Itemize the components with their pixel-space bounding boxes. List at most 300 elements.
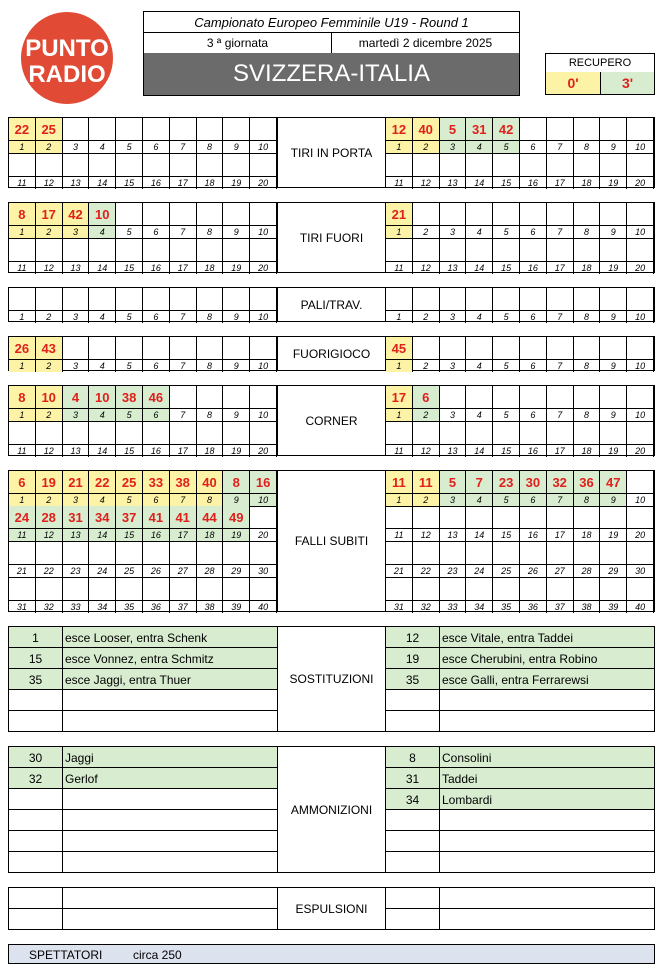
away-value-cell bbox=[413, 541, 440, 564]
away-index-cell: 29 bbox=[600, 564, 627, 577]
home-value-cell bbox=[143, 238, 170, 261]
away-index-cell: 10 bbox=[627, 493, 654, 506]
home-index-cell: 33 bbox=[63, 600, 90, 613]
away-value-cell bbox=[413, 506, 440, 528]
away-value-cell bbox=[574, 577, 601, 600]
home-value-cell bbox=[36, 577, 63, 600]
home-value-cell bbox=[9, 153, 36, 176]
away-index-cell: 4 bbox=[466, 140, 493, 153]
away-value-cell bbox=[440, 541, 467, 564]
away-index-cell: 12 bbox=[413, 528, 440, 541]
home-index-cell: 5 bbox=[116, 225, 143, 238]
home-value-cell: 28 bbox=[36, 506, 63, 528]
away-index-cell: 5 bbox=[493, 408, 520, 421]
away-value-cell bbox=[547, 288, 574, 310]
away-value-cell bbox=[600, 386, 627, 408]
home-value-cell: 41 bbox=[170, 506, 197, 528]
home-value-cell: 22 bbox=[89, 471, 116, 493]
away-index-cell: 8 bbox=[574, 310, 601, 323]
event-minute: 32 bbox=[9, 768, 63, 789]
home-index-cell: 14 bbox=[89, 444, 116, 457]
event-text bbox=[442, 711, 652, 732]
away-value-cell bbox=[627, 288, 654, 310]
away-value-cell bbox=[600, 238, 627, 261]
home-index-cell: 32 bbox=[36, 600, 63, 613]
home-index-cell: 5 bbox=[116, 359, 143, 372]
away-value-cell bbox=[600, 577, 627, 600]
home-value-cell: 21 bbox=[63, 471, 90, 493]
away-event-row bbox=[386, 711, 654, 732]
away-value-cell bbox=[520, 421, 547, 444]
home-value-cell bbox=[63, 238, 90, 261]
home-index-cell: 17 bbox=[170, 261, 197, 274]
home-value-cell bbox=[63, 118, 90, 140]
away-value-cell bbox=[520, 577, 547, 600]
match-title: SVIZZERA-ITALIA bbox=[143, 53, 520, 96]
home-value-cell: 22 bbox=[9, 118, 36, 140]
home-value-cell: 49 bbox=[223, 506, 250, 528]
home-value-cell: 38 bbox=[170, 471, 197, 493]
event-minute: 12 bbox=[386, 627, 440, 648]
home-value-cell bbox=[170, 153, 197, 176]
home-value-cell bbox=[36, 238, 63, 261]
home-value-cell bbox=[63, 541, 90, 564]
home-index-cell: 1 bbox=[9, 493, 36, 506]
away-index-cell: 15 bbox=[493, 528, 520, 541]
away-value-cell bbox=[440, 238, 467, 261]
away-index-cell: 19 bbox=[600, 528, 627, 541]
away-value-cell bbox=[600, 153, 627, 176]
away-value-cell: 5 bbox=[440, 118, 467, 140]
home-index-cell: 3 bbox=[63, 310, 90, 323]
away-value-cell bbox=[520, 386, 547, 408]
home-index-cell: 10 bbox=[250, 408, 277, 421]
away-event-row bbox=[386, 852, 654, 873]
home-value-cell: 10 bbox=[36, 386, 63, 408]
home-value-cell: 24 bbox=[9, 506, 36, 528]
away-value-cell: 7 bbox=[466, 471, 493, 493]
away-value-cell bbox=[493, 386, 520, 408]
away-event-row bbox=[386, 831, 654, 852]
home-value-cell bbox=[116, 577, 143, 600]
away-index-cell: 9 bbox=[600, 359, 627, 372]
home-value-cell bbox=[250, 506, 277, 528]
home-index-cell: 10 bbox=[250, 359, 277, 372]
home-value-cell: 40 bbox=[197, 471, 224, 493]
away-value-cell bbox=[520, 118, 547, 140]
divider bbox=[9, 176, 277, 177]
away-index-cell: 20 bbox=[627, 444, 654, 457]
home-value-cell bbox=[250, 386, 277, 408]
away-value-cell bbox=[413, 288, 440, 310]
away-value-cell bbox=[466, 386, 493, 408]
home-index-cell: 11 bbox=[9, 444, 36, 457]
home-index-cell: 9 bbox=[223, 359, 250, 372]
away-value-cell bbox=[520, 203, 547, 225]
away-index-cell: 32 bbox=[413, 600, 440, 613]
away-index-cell: 9 bbox=[600, 310, 627, 323]
away-value-cell bbox=[600, 203, 627, 225]
away-value-cell bbox=[466, 203, 493, 225]
event-text: Lombardi bbox=[442, 792, 493, 807]
event-minute bbox=[9, 711, 63, 732]
away-index-cell: 31 bbox=[386, 600, 413, 613]
home-index-cell: 7 bbox=[170, 225, 197, 238]
home-value-cell: 41 bbox=[143, 506, 170, 528]
event-minute bbox=[386, 810, 440, 831]
away-value-cell bbox=[547, 577, 574, 600]
event-minute: 31 bbox=[386, 768, 440, 789]
spettatori-label: SPETTATORI bbox=[29, 948, 103, 962]
recupero-first-half: 0' bbox=[545, 72, 601, 95]
home-index-cell: 15 bbox=[116, 528, 143, 541]
away-value-cell bbox=[440, 577, 467, 600]
away-value-cell: 21 bbox=[386, 203, 413, 225]
away-value-cell bbox=[466, 337, 493, 359]
away-index-cell: 35 bbox=[493, 600, 520, 613]
home-event-row bbox=[9, 789, 277, 810]
event-text bbox=[442, 810, 652, 831]
away-value-cell bbox=[493, 153, 520, 176]
match-date: martedì 2 dicembre 2025 bbox=[331, 32, 520, 54]
home-index-cell: 14 bbox=[89, 528, 116, 541]
home-value-cell bbox=[89, 118, 116, 140]
away-index-cell: 38 bbox=[574, 600, 601, 613]
home-value-cell bbox=[250, 238, 277, 261]
away-index-cell: 1 bbox=[386, 225, 413, 238]
home-value-cell bbox=[197, 288, 224, 310]
home-value-cell bbox=[197, 337, 224, 359]
home-index-cell: 35 bbox=[116, 600, 143, 613]
home-index-cell: 2 bbox=[36, 359, 63, 372]
away-index-cell: 6 bbox=[520, 310, 547, 323]
event-minute bbox=[386, 711, 440, 732]
home-index-cell: 15 bbox=[116, 261, 143, 274]
home-index-cell: 31 bbox=[9, 600, 36, 613]
divider bbox=[9, 408, 277, 409]
home-value-cell bbox=[223, 541, 250, 564]
home-value-cell: 8 bbox=[9, 386, 36, 408]
away-index-cell: 15 bbox=[493, 261, 520, 274]
home-value-cell bbox=[89, 337, 116, 359]
home-value-cell bbox=[170, 421, 197, 444]
home-value-cell bbox=[116, 203, 143, 225]
home-value-cell bbox=[197, 203, 224, 225]
home-index-cell: 10 bbox=[250, 493, 277, 506]
away-index-cell: 18 bbox=[574, 528, 601, 541]
away-index-cell: 14 bbox=[466, 444, 493, 457]
home-index-cell: 16 bbox=[143, 261, 170, 274]
home-index-cell: 4 bbox=[89, 359, 116, 372]
away-index-cell: 10 bbox=[627, 359, 654, 372]
away-index-cell: 6 bbox=[520, 493, 547, 506]
away-index-cell: 33 bbox=[440, 600, 467, 613]
away-value-cell bbox=[493, 337, 520, 359]
spettatori-value: circa 250 bbox=[133, 948, 182, 962]
away-index-cell: 17 bbox=[547, 261, 574, 274]
home-value-cell bbox=[223, 153, 250, 176]
home-index-cell: 2 bbox=[36, 140, 63, 153]
home-index-cell: 12 bbox=[36, 444, 63, 457]
home-index-cell: 7 bbox=[170, 310, 197, 323]
home-index-cell: 30 bbox=[250, 564, 277, 577]
home-event-row bbox=[9, 747, 277, 768]
home-value-cell bbox=[63, 577, 90, 600]
home-value-cell bbox=[223, 386, 250, 408]
away-index-cell: 3 bbox=[440, 310, 467, 323]
home-event-row bbox=[9, 711, 277, 732]
home-value-cell: 34 bbox=[89, 506, 116, 528]
event-text bbox=[65, 789, 275, 810]
home-index-cell: 9 bbox=[223, 493, 250, 506]
home-value-cell: 8 bbox=[9, 203, 36, 225]
away-index-cell: 5 bbox=[493, 225, 520, 238]
home-value-cell bbox=[116, 541, 143, 564]
away-index-cell: 20 bbox=[627, 528, 654, 541]
divider bbox=[9, 140, 277, 141]
home-index-cell: 13 bbox=[63, 528, 90, 541]
away-value-cell bbox=[627, 203, 654, 225]
home-value-cell bbox=[170, 118, 197, 140]
home-value-cell: 33 bbox=[143, 471, 170, 493]
home-value-cell bbox=[9, 238, 36, 261]
home-index-cell: 19 bbox=[223, 176, 250, 189]
home-index-cell: 12 bbox=[36, 261, 63, 274]
away-value-cell bbox=[386, 238, 413, 261]
home-index-cell: 25 bbox=[116, 564, 143, 577]
home-index-cell: 21 bbox=[9, 564, 36, 577]
home-value-cell bbox=[250, 337, 277, 359]
divider bbox=[386, 140, 654, 141]
home-index-cell: 4 bbox=[89, 493, 116, 506]
home-index-cell: 18 bbox=[197, 528, 224, 541]
away-value-cell bbox=[574, 337, 601, 359]
away-value-cell bbox=[386, 288, 413, 310]
matchday: 3 ª giornata bbox=[143, 32, 332, 54]
away-value-cell: 12 bbox=[386, 118, 413, 140]
home-index-cell: 24 bbox=[89, 564, 116, 577]
home-index-cell: 10 bbox=[250, 140, 277, 153]
away-value-cell bbox=[440, 386, 467, 408]
event-minute: 30 bbox=[9, 747, 63, 768]
away-value-cell bbox=[600, 337, 627, 359]
away-index-cell: 5 bbox=[493, 359, 520, 372]
away-event-row bbox=[386, 888, 654, 909]
home-index-cell: 10 bbox=[250, 225, 277, 238]
away-index-cell: 5 bbox=[493, 493, 520, 506]
home-index-cell: 12 bbox=[36, 528, 63, 541]
away-value-cell bbox=[386, 506, 413, 528]
away-value-cell bbox=[627, 238, 654, 261]
away-value-cell bbox=[627, 153, 654, 176]
event-text: esce Galli, entra Ferrarewsi bbox=[442, 672, 589, 687]
away-value-cell bbox=[493, 506, 520, 528]
home-index-cell: 16 bbox=[143, 176, 170, 189]
away-value-cell bbox=[547, 118, 574, 140]
home-value-cell bbox=[143, 421, 170, 444]
away-index-cell: 3 bbox=[440, 225, 467, 238]
away-value-cell bbox=[466, 506, 493, 528]
home-value-cell bbox=[250, 421, 277, 444]
away-value-cell bbox=[413, 203, 440, 225]
sostituzioni-section bbox=[8, 626, 655, 732]
away-index-cell: 1 bbox=[386, 310, 413, 323]
event-text bbox=[442, 852, 652, 873]
event-minute: 19 bbox=[386, 648, 440, 669]
away-index-cell: 17 bbox=[547, 528, 574, 541]
home-event-row bbox=[9, 888, 277, 909]
home-index-cell: 3 bbox=[63, 225, 90, 238]
home-index-cell: 2 bbox=[36, 493, 63, 506]
event-minute bbox=[386, 909, 440, 930]
home-value-cell bbox=[143, 118, 170, 140]
home-value-cell bbox=[89, 577, 116, 600]
home-index-cell: 11 bbox=[9, 528, 36, 541]
away-value-cell bbox=[466, 238, 493, 261]
stat-label: TIRI IN PORTA bbox=[277, 118, 386, 187]
home-index-cell: 37 bbox=[170, 600, 197, 613]
divider bbox=[386, 600, 654, 601]
away-index-cell: 7 bbox=[547, 359, 574, 372]
away-value-cell bbox=[574, 118, 601, 140]
away-value-cell bbox=[574, 238, 601, 261]
home-value-cell bbox=[116, 288, 143, 310]
away-value-cell bbox=[440, 506, 467, 528]
home-event-row bbox=[9, 768, 277, 789]
espulsioni-section bbox=[8, 887, 655, 930]
home-index-cell: 3 bbox=[63, 408, 90, 421]
away-event-row bbox=[386, 789, 654, 810]
away-value-cell bbox=[627, 421, 654, 444]
away-event-row bbox=[386, 690, 654, 711]
event-minute bbox=[9, 789, 63, 810]
home-value-cell bbox=[197, 577, 224, 600]
away-value-cell bbox=[520, 541, 547, 564]
away-value-cell: 6 bbox=[413, 386, 440, 408]
away-index-cell: 6 bbox=[520, 408, 547, 421]
home-value-cell bbox=[143, 541, 170, 564]
event-text bbox=[65, 831, 275, 852]
home-value-cell bbox=[9, 577, 36, 600]
ammonizioni-label: AMMONIZIONI bbox=[277, 747, 386, 872]
home-index-cell: 23 bbox=[63, 564, 90, 577]
home-index-cell: 4 bbox=[89, 310, 116, 323]
home-index-cell: 10 bbox=[250, 310, 277, 323]
away-event-row bbox=[386, 747, 654, 768]
away-index-cell: 9 bbox=[600, 140, 627, 153]
home-value-cell bbox=[36, 288, 63, 310]
home-value-cell: 17 bbox=[36, 203, 63, 225]
sostituzioni-label: SOSTITUZIONI bbox=[277, 627, 386, 731]
event-minute bbox=[9, 831, 63, 852]
home-index-cell: 1 bbox=[9, 310, 36, 323]
home-index-cell: 17 bbox=[170, 176, 197, 189]
home-value-cell bbox=[250, 577, 277, 600]
away-index-cell: 20 bbox=[627, 261, 654, 274]
away-index-cell: 4 bbox=[466, 225, 493, 238]
event-minute bbox=[9, 909, 63, 930]
away-value-cell bbox=[547, 506, 574, 528]
home-value-cell bbox=[63, 288, 90, 310]
event-text bbox=[65, 852, 275, 873]
home-index-cell: 6 bbox=[143, 140, 170, 153]
away-index-cell: 19 bbox=[600, 444, 627, 457]
home-value-cell bbox=[223, 288, 250, 310]
home-value-cell: 10 bbox=[89, 203, 116, 225]
home-value-cell bbox=[89, 288, 116, 310]
away-value-cell: 36 bbox=[574, 471, 601, 493]
home-value-cell: 8 bbox=[223, 471, 250, 493]
home-index-cell: 17 bbox=[170, 444, 197, 457]
away-index-cell: 19 bbox=[600, 261, 627, 274]
away-index-cell: 7 bbox=[547, 408, 574, 421]
home-value-cell bbox=[250, 541, 277, 564]
divider bbox=[9, 600, 277, 601]
home-index-cell: 27 bbox=[170, 564, 197, 577]
stat-block-2 bbox=[8, 287, 655, 322]
away-value-cell bbox=[520, 506, 547, 528]
home-index-cell: 8 bbox=[197, 140, 224, 153]
away-index-cell: 8 bbox=[574, 140, 601, 153]
event-text: Consolini bbox=[442, 750, 492, 765]
away-index-cell: 13 bbox=[440, 528, 467, 541]
away-index-cell: 10 bbox=[627, 225, 654, 238]
event-minute bbox=[9, 810, 63, 831]
away-value-cell bbox=[413, 577, 440, 600]
home-value-cell bbox=[223, 238, 250, 261]
home-index-cell: 19 bbox=[223, 444, 250, 457]
home-index-cell: 8 bbox=[197, 359, 224, 372]
away-index-cell: 8 bbox=[574, 408, 601, 421]
home-index-cell: 34 bbox=[89, 600, 116, 613]
home-value-cell bbox=[63, 421, 90, 444]
away-index-cell: 7 bbox=[547, 225, 574, 238]
away-index-cell: 14 bbox=[466, 176, 493, 189]
event-minute: 35 bbox=[9, 669, 63, 690]
event-text: Gerlof bbox=[65, 771, 98, 786]
away-value-cell: 11 bbox=[413, 471, 440, 493]
home-index-cell: 5 bbox=[116, 310, 143, 323]
home-value-cell bbox=[197, 118, 224, 140]
home-value-cell bbox=[116, 337, 143, 359]
away-index-cell: 3 bbox=[440, 493, 467, 506]
home-index-cell: 22 bbox=[36, 564, 63, 577]
away-index-cell: 13 bbox=[440, 261, 467, 274]
event-text bbox=[442, 690, 652, 711]
home-index-cell: 6 bbox=[143, 310, 170, 323]
away-index-cell: 1 bbox=[386, 359, 413, 372]
away-value-cell bbox=[466, 541, 493, 564]
away-value-cell bbox=[413, 421, 440, 444]
away-index-cell: 5 bbox=[493, 310, 520, 323]
event-text bbox=[65, 888, 275, 909]
away-index-cell: 8 bbox=[574, 493, 601, 506]
away-index-cell: 36 bbox=[520, 600, 547, 613]
home-value-cell bbox=[89, 238, 116, 261]
home-value-cell: 46 bbox=[143, 386, 170, 408]
home-index-cell: 18 bbox=[197, 444, 224, 457]
home-index-cell: 36 bbox=[143, 600, 170, 613]
ammonizioni-section bbox=[8, 746, 655, 873]
away-value-cell bbox=[440, 337, 467, 359]
home-index-cell: 5 bbox=[116, 140, 143, 153]
divider bbox=[386, 564, 654, 565]
espulsioni-label: ESPULSIONI bbox=[277, 888, 386, 929]
event-text bbox=[65, 690, 275, 711]
stat-block-3 bbox=[8, 336, 655, 371]
home-index-cell: 13 bbox=[63, 176, 90, 189]
divider bbox=[386, 176, 654, 177]
